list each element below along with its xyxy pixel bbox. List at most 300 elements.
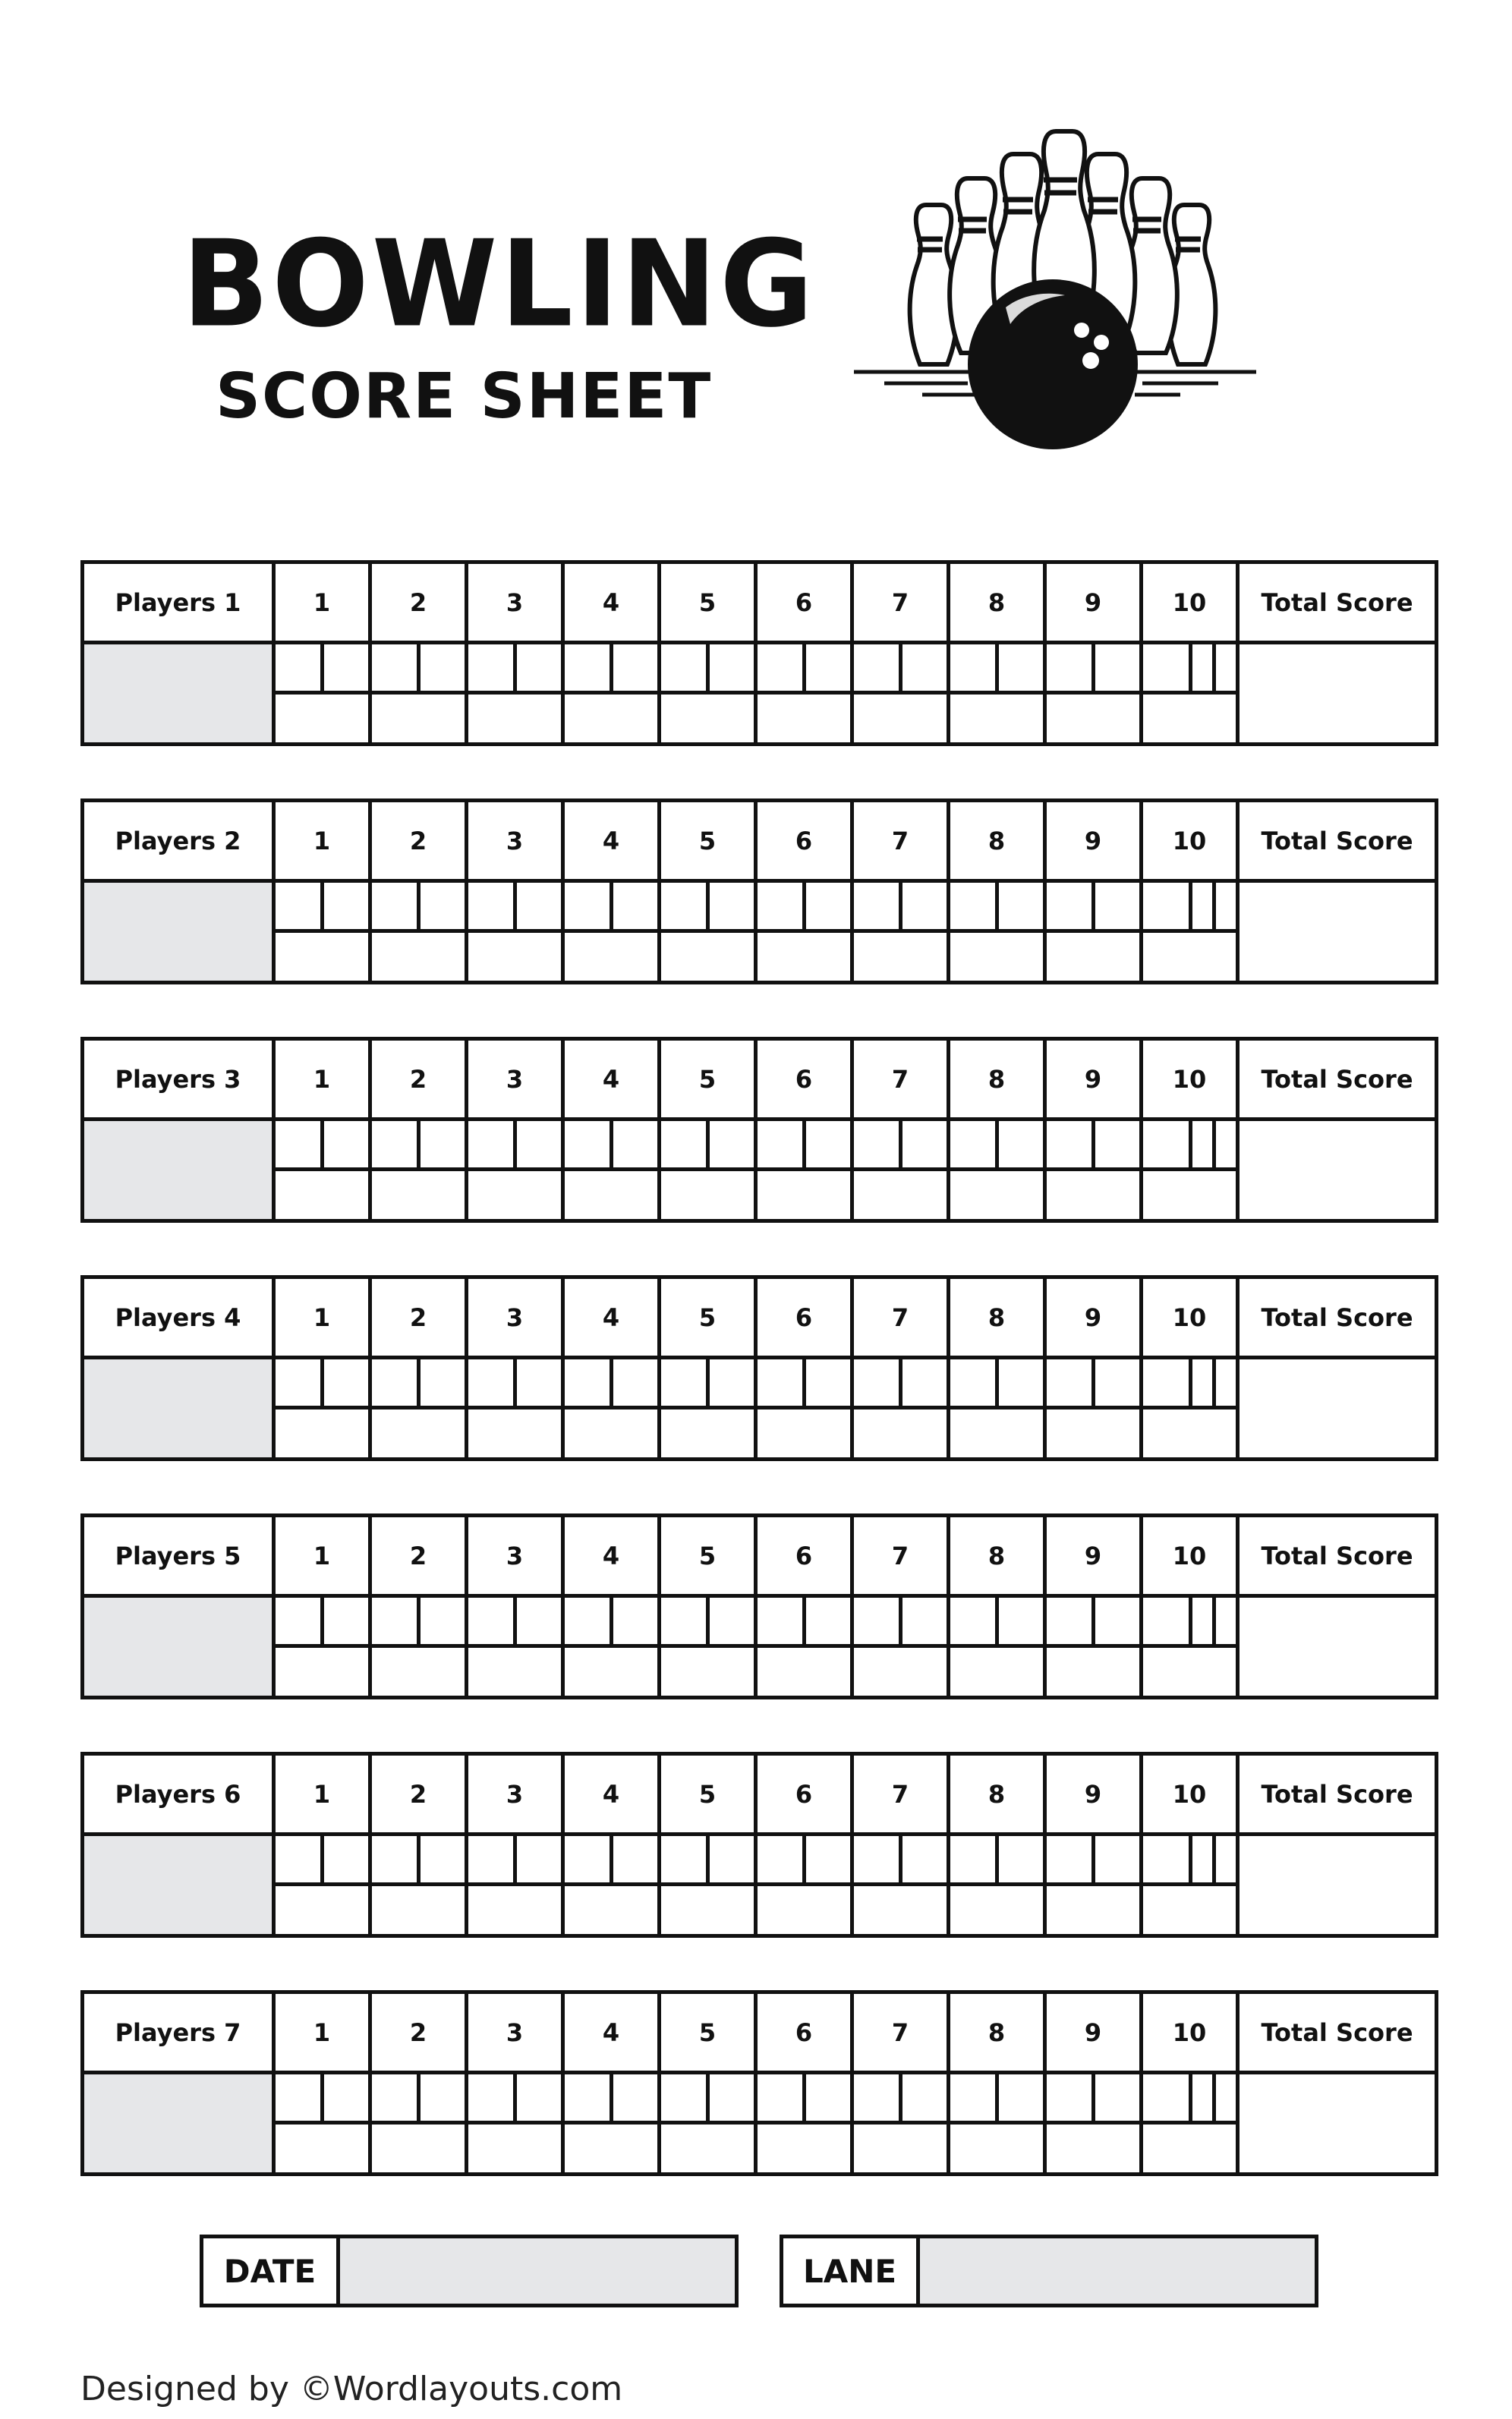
frame-number-3: 3 <box>467 801 563 881</box>
roll-box[interactable] <box>513 1359 562 1406</box>
frame-number-6: 6 <box>756 1277 852 1358</box>
roll-box[interactable] <box>513 883 562 929</box>
roll-box[interactable] <box>1047 1836 1091 1882</box>
frame-score-2[interactable] <box>370 931 467 983</box>
frame-score-7[interactable] <box>852 2123 949 2175</box>
lane-label: LANE <box>783 2238 920 2304</box>
roll-box[interactable] <box>1212 1121 1236 1167</box>
frame-score-3[interactable] <box>467 1170 563 1221</box>
roll-box[interactable] <box>468 883 513 929</box>
frame-score-4[interactable] <box>563 693 660 745</box>
total-score-header: Total Score <box>1238 1992 1437 2073</box>
total-score-header: Total Score <box>1238 562 1437 643</box>
roll-box[interactable] <box>661 883 706 929</box>
frame-score-6[interactable] <box>756 1408 852 1460</box>
roll-box[interactable] <box>320 1359 369 1406</box>
roll-box[interactable] <box>758 644 802 691</box>
lane-input[interactable] <box>920 2238 1315 2304</box>
player-label: Players 6 <box>83 1754 274 1835</box>
frame-number-2: 2 <box>370 1277 467 1358</box>
roll-box[interactable] <box>610 2074 658 2121</box>
frame-number-9: 9 <box>1045 562 1142 643</box>
roll-box[interactable] <box>995 644 1044 691</box>
roll-box[interactable] <box>320 1121 369 1167</box>
roll-box[interactable] <box>417 1836 465 1882</box>
frame-number-10: 10 <box>1142 1992 1238 2073</box>
frame-score-3[interactable] <box>467 2123 563 2175</box>
roll-box[interactable] <box>417 2074 465 2121</box>
frame-rolls-4 <box>563 1596 660 1646</box>
roll-box[interactable] <box>372 2074 417 2121</box>
roll-box[interactable] <box>565 2074 610 2121</box>
roll-box[interactable] <box>468 644 513 691</box>
frame-number-6: 6 <box>756 1516 852 1596</box>
frame-score-6[interactable] <box>756 1646 852 1698</box>
date-field[interactable] <box>200 2235 739 2307</box>
frame-score-3[interactable] <box>467 693 563 745</box>
frame-number-6: 6 <box>756 801 852 881</box>
frame-rolls-9 <box>1045 1596 1142 1646</box>
roll-box[interactable] <box>565 1121 610 1167</box>
roll-box[interactable] <box>372 1121 417 1167</box>
roll-box[interactable] <box>565 883 610 929</box>
frame-rolls-4 <box>563 1120 660 1170</box>
roll-box[interactable] <box>417 644 465 691</box>
frame-rolls-3 <box>467 643 563 693</box>
total-score-input[interactable] <box>1238 1596 1437 1698</box>
frame-score-9[interactable] <box>1045 693 1142 745</box>
roll-box[interactable] <box>661 1121 706 1167</box>
roll-box[interactable] <box>706 1598 754 1644</box>
roll-box[interactable] <box>320 2074 369 2121</box>
frame-score-8[interactable] <box>949 2123 1045 2175</box>
frame-rolls-8 <box>949 643 1045 693</box>
roll-box[interactable] <box>706 1121 754 1167</box>
roll-box[interactable] <box>950 1836 995 1882</box>
roll-box[interactable] <box>610 1121 658 1167</box>
roll-box[interactable] <box>899 1836 947 1882</box>
frame-rolls-3 <box>467 1358 563 1408</box>
frame-score-1[interactable] <box>274 693 370 745</box>
roll-box[interactable] <box>995 883 1044 929</box>
roll-box[interactable] <box>950 1598 995 1644</box>
frame-score-4[interactable] <box>563 1646 660 1698</box>
roll-box[interactable] <box>417 1121 465 1167</box>
frame-score-10[interactable] <box>1142 1170 1238 1221</box>
roll-box[interactable] <box>1143 1598 1189 1644</box>
frame-rolls-2 <box>370 881 467 931</box>
roll-box[interactable] <box>758 1359 802 1406</box>
frame-score-7[interactable] <box>852 693 949 745</box>
roll-box[interactable] <box>950 1359 995 1406</box>
player-name-input[interactable] <box>83 1835 274 1936</box>
frame-score-10[interactable] <box>1142 1646 1238 1698</box>
frame-number-1: 1 <box>274 1754 370 1835</box>
frame-score-1[interactable] <box>274 1646 370 1698</box>
frame-score-2[interactable] <box>370 1885 467 1936</box>
roll-box[interactable] <box>1143 1836 1189 1882</box>
frame-rolls-1 <box>274 1120 370 1170</box>
total-score-input[interactable] <box>1238 2073 1437 2175</box>
roll-box[interactable] <box>1143 2074 1189 2121</box>
frame-score-5[interactable] <box>660 1408 756 1460</box>
roll-box[interactable] <box>854 1836 899 1882</box>
frame-score-9[interactable] <box>1045 1646 1142 1698</box>
frame-score-10[interactable] <box>1142 931 1238 983</box>
roll-box[interactable] <box>854 883 899 929</box>
frame-number-2: 2 <box>370 1754 467 1835</box>
roll-box[interactable] <box>1047 1359 1091 1406</box>
frame-score-1[interactable] <box>274 931 370 983</box>
roll-box[interactable] <box>661 2074 706 2121</box>
roll-box[interactable] <box>372 883 417 929</box>
roll-box[interactable] <box>1091 1598 1140 1644</box>
roll-box[interactable] <box>899 1359 947 1406</box>
roll-box[interactable] <box>1047 2074 1091 2121</box>
total-score-header: Total Score <box>1238 1277 1437 1358</box>
roll-box[interactable] <box>1091 1836 1140 1882</box>
roll-box[interactable] <box>1091 883 1140 929</box>
frame-score-2[interactable] <box>370 1408 467 1460</box>
roll-box[interactable] <box>513 1121 562 1167</box>
frame-rolls-2 <box>370 2073 467 2123</box>
roll-box[interactable] <box>1189 1836 1212 1882</box>
roll-box[interactable] <box>758 1598 802 1644</box>
roll-box[interactable] <box>1143 644 1189 691</box>
roll-box[interactable] <box>320 883 369 929</box>
date-label: DATE <box>203 2238 340 2304</box>
frame-score-10[interactable] <box>1142 2123 1238 2175</box>
roll-box[interactable] <box>610 1359 658 1406</box>
roll-box[interactable] <box>372 1359 417 1406</box>
roll-box[interactable] <box>1189 1359 1212 1406</box>
player-name-input[interactable] <box>83 1120 274 1221</box>
player-score-table <box>80 560 1435 742</box>
frame-score-10[interactable] <box>1142 693 1238 745</box>
frame-score-2[interactable] <box>370 1646 467 1698</box>
roll-box[interactable] <box>565 1598 610 1644</box>
roll-box[interactable] <box>706 883 754 929</box>
frame-score-8[interactable] <box>949 1646 1045 1698</box>
roll-box[interactable] <box>802 1598 851 1644</box>
player-name-input[interactable] <box>83 1358 274 1460</box>
roll-box[interactable] <box>854 2074 899 2121</box>
frame-score-3[interactable] <box>467 931 563 983</box>
roll-box[interactable] <box>661 644 706 691</box>
player-score-table <box>80 798 1435 981</box>
frame-score-8[interactable] <box>949 1408 1045 1460</box>
roll-box[interactable] <box>802 2074 851 2121</box>
roll-box[interactable] <box>1143 1359 1189 1406</box>
roll-box[interactable] <box>513 1598 562 1644</box>
roll-box[interactable] <box>468 1836 513 1882</box>
roll-box[interactable] <box>417 1598 465 1644</box>
roll-box[interactable] <box>1047 1598 1091 1644</box>
roll-box[interactable] <box>1212 883 1236 929</box>
frame-number-6: 6 <box>756 562 852 643</box>
roll-box[interactable] <box>758 1121 802 1167</box>
frame-number-7: 7 <box>852 1277 949 1358</box>
roll-box[interactable] <box>854 1121 899 1167</box>
roll-box[interactable] <box>854 1598 899 1644</box>
roll-box[interactable] <box>1091 1121 1140 1167</box>
frame-score-5[interactable] <box>660 931 756 983</box>
frame-score-1[interactable] <box>274 1408 370 1460</box>
roll-box[interactable] <box>320 644 369 691</box>
roll-box[interactable] <box>950 883 995 929</box>
roll-box[interactable] <box>995 1598 1044 1644</box>
frame-score-9[interactable] <box>1045 1170 1142 1221</box>
frame-rolls-3 <box>467 1596 563 1646</box>
frame-number-8: 8 <box>949 1992 1045 2073</box>
player-name-input[interactable] <box>83 881 274 983</box>
frame-score-7[interactable] <box>852 1646 949 1698</box>
roll-box[interactable] <box>276 644 320 691</box>
roll-box[interactable] <box>758 1836 802 1882</box>
frame-number-1: 1 <box>274 1039 370 1120</box>
frame-score-1[interactable] <box>274 1885 370 1936</box>
roll-box[interactable] <box>320 1836 369 1882</box>
player-label: Players 3 <box>83 1039 274 1120</box>
roll-box[interactable] <box>468 1359 513 1406</box>
frame-score-7[interactable] <box>852 1885 949 1936</box>
frame-number-6: 6 <box>756 1039 852 1120</box>
roll-box[interactable] <box>1189 1121 1212 1167</box>
roll-box[interactable] <box>276 1598 320 1644</box>
frame-score-7[interactable] <box>852 1170 949 1221</box>
roll-box[interactable] <box>995 1836 1044 1882</box>
frame-score-7[interactable] <box>852 1408 949 1460</box>
roll-box[interactable] <box>899 1121 947 1167</box>
frame-score-6[interactable] <box>756 2123 852 2175</box>
roll-box[interactable] <box>1143 1121 1189 1167</box>
roll-box[interactable] <box>320 1598 369 1644</box>
roll-box[interactable] <box>276 1121 320 1167</box>
player-name-input[interactable] <box>83 643 274 745</box>
frame-rolls-8 <box>949 2073 1045 2123</box>
roll-box[interactable] <box>950 1121 995 1167</box>
frame-number-6: 6 <box>756 1992 852 2073</box>
frame-score-4[interactable] <box>563 931 660 983</box>
frame-rolls-6 <box>756 1835 852 1885</box>
frame-score-9[interactable] <box>1045 1885 1142 1936</box>
frame-rolls-5 <box>660 643 756 693</box>
frame-score-6[interactable] <box>756 693 852 745</box>
roll-box[interactable] <box>1212 1836 1236 1882</box>
roll-box[interactable] <box>1047 644 1091 691</box>
roll-box[interactable] <box>565 1359 610 1406</box>
frame-number-3: 3 <box>467 1277 563 1358</box>
roll-box[interactable] <box>661 1836 706 1882</box>
roll-box[interactable] <box>513 2074 562 2121</box>
roll-box[interactable] <box>950 644 995 691</box>
roll-box[interactable] <box>468 2074 513 2121</box>
total-score-header: Total Score <box>1238 1516 1437 1596</box>
roll-box[interactable] <box>1189 883 1212 929</box>
roll-box[interactable] <box>661 1359 706 1406</box>
roll-box[interactable] <box>758 2074 802 2121</box>
frame-score-3[interactable] <box>467 1646 563 1698</box>
frame-score-10[interactable] <box>1142 1408 1238 1460</box>
credit-text: Designed by ©Wordlayouts.com <box>80 2370 623 2408</box>
roll-box[interactable] <box>899 1598 947 1644</box>
frame-score-8[interactable] <box>949 1170 1045 1221</box>
roll-box[interactable] <box>802 1836 851 1882</box>
roll-box[interactable] <box>1091 2074 1140 2121</box>
frame-score-8[interactable] <box>949 1885 1045 1936</box>
roll-box[interactable] <box>513 644 562 691</box>
frame-number-4: 4 <box>563 1754 660 1835</box>
roll-box[interactable] <box>706 1836 754 1882</box>
frame-score-2[interactable] <box>370 2123 467 2175</box>
frame-number-2: 2 <box>370 1516 467 1596</box>
roll-box[interactable] <box>995 1121 1044 1167</box>
frame-rolls-2 <box>370 1596 467 1646</box>
roll-box[interactable] <box>802 1359 851 1406</box>
roll-box[interactable] <box>276 883 320 929</box>
roll-box[interactable] <box>417 883 465 929</box>
player-label: Players 5 <box>83 1516 274 1596</box>
roll-box[interactable] <box>610 1598 658 1644</box>
frame-score-3[interactable] <box>467 1885 563 1936</box>
roll-box[interactable] <box>513 1836 562 1882</box>
roll-box[interactable] <box>1047 1121 1091 1167</box>
roll-box[interactable] <box>995 1359 1044 1406</box>
frame-number-1: 1 <box>274 1516 370 1596</box>
frame-rolls-1 <box>274 1835 370 1885</box>
frame-rolls-7 <box>852 1596 949 1646</box>
roll-box[interactable] <box>899 2074 947 2121</box>
frame-number-5: 5 <box>660 562 756 643</box>
frame-score-1[interactable] <box>274 1170 370 1221</box>
frame-rolls-6 <box>756 1120 852 1170</box>
frame-rolls-6 <box>756 2073 852 2123</box>
date-input[interactable] <box>340 2238 735 2304</box>
roll-box[interactable] <box>565 1836 610 1882</box>
roll-box[interactable] <box>610 1836 658 1882</box>
roll-box[interactable] <box>995 2074 1044 2121</box>
roll-box[interactable] <box>1189 2074 1212 2121</box>
roll-box[interactable] <box>372 1598 417 1644</box>
roll-box[interactable] <box>610 644 658 691</box>
roll-box[interactable] <box>706 2074 754 2121</box>
lane-field[interactable] <box>780 2235 1318 2307</box>
frame-score-4[interactable] <box>563 1885 660 1936</box>
roll-box[interactable] <box>1212 1598 1236 1644</box>
frame-number-1: 1 <box>274 562 370 643</box>
frame-score-7[interactable] <box>852 931 949 983</box>
total-score-input[interactable] <box>1238 643 1437 745</box>
frame-score-6[interactable] <box>756 1885 852 1936</box>
roll-box[interactable] <box>802 1121 851 1167</box>
frame-rolls-1 <box>274 2073 370 2123</box>
frame-score-8[interactable] <box>949 931 1045 983</box>
roll-box[interactable] <box>610 883 658 929</box>
roll-box[interactable] <box>802 644 851 691</box>
frame-number-5: 5 <box>660 1516 756 1596</box>
frame-score-4[interactable] <box>563 1408 660 1460</box>
roll-box[interactable] <box>854 1359 899 1406</box>
roll-box[interactable] <box>706 644 754 691</box>
roll-box[interactable] <box>417 1359 465 1406</box>
frame-score-6[interactable] <box>756 1170 852 1221</box>
frame-score-5[interactable] <box>660 1170 756 1221</box>
total-score-input[interactable] <box>1238 881 1437 983</box>
frame-rolls-2 <box>370 1120 467 1170</box>
roll-box[interactable] <box>1143 883 1189 929</box>
frame-score-2[interactable] <box>370 1170 467 1221</box>
roll-box[interactable] <box>276 1359 320 1406</box>
total-score-input[interactable] <box>1238 1120 1437 1221</box>
frame-score-5[interactable] <box>660 1885 756 1936</box>
total-score-input[interactable] <box>1238 1835 1437 1936</box>
frame-number-8: 8 <box>949 1516 1045 1596</box>
roll-box[interactable] <box>372 644 417 691</box>
roll-box[interactable] <box>1189 644 1212 691</box>
frame-score-9[interactable] <box>1045 931 1142 983</box>
roll-box[interactable] <box>854 644 899 691</box>
frame-score-8[interactable] <box>949 693 1045 745</box>
roll-box[interactable] <box>899 883 947 929</box>
roll-box[interactable] <box>1047 883 1091 929</box>
roll-box[interactable] <box>468 1121 513 1167</box>
roll-box[interactable] <box>1189 1598 1212 1644</box>
roll-box[interactable] <box>276 2074 320 2121</box>
frame-rolls-9 <box>1045 1120 1142 1170</box>
frame-rolls-7 <box>852 881 949 931</box>
frame-score-6[interactable] <box>756 931 852 983</box>
roll-box[interactable] <box>706 1359 754 1406</box>
roll-box[interactable] <box>802 883 851 929</box>
page-subtitle: SCORE SHEET <box>216 361 713 433</box>
frame-score-4[interactable] <box>563 1170 660 1221</box>
frame-score-3[interactable] <box>467 1408 563 1460</box>
frame-score-9[interactable] <box>1045 2123 1142 2175</box>
frame-number-8: 8 <box>949 562 1045 643</box>
frame-number-2: 2 <box>370 562 467 643</box>
roll-box[interactable] <box>950 2074 995 2121</box>
roll-box[interactable] <box>1212 644 1236 691</box>
frame-number-2: 2 <box>370 1992 467 2073</box>
roll-box[interactable] <box>1212 2074 1236 2121</box>
roll-box[interactable] <box>1091 1359 1140 1406</box>
roll-box[interactable] <box>372 1836 417 1882</box>
frame-score-5[interactable] <box>660 693 756 745</box>
roll-box[interactable] <box>276 1836 320 1882</box>
frame-score-10[interactable] <box>1142 1885 1238 1936</box>
roll-box[interactable] <box>758 883 802 929</box>
frame-score-4[interactable] <box>563 2123 660 2175</box>
total-score-header: Total Score <box>1238 1754 1437 1835</box>
roll-box[interactable] <box>661 1598 706 1644</box>
frame-number-5: 5 <box>660 1277 756 1358</box>
frame-score-5[interactable] <box>660 1646 756 1698</box>
roll-box[interactable] <box>468 1598 513 1644</box>
frame-score-1[interactable] <box>274 2123 370 2175</box>
frame-score-5[interactable] <box>660 2123 756 2175</box>
frame-number-10: 10 <box>1142 1754 1238 1835</box>
roll-box[interactable] <box>899 644 947 691</box>
total-score-input[interactable] <box>1238 1358 1437 1460</box>
frame-score-9[interactable] <box>1045 1408 1142 1460</box>
roll-box[interactable] <box>565 644 610 691</box>
roll-box[interactable] <box>1091 644 1140 691</box>
player-name-input[interactable] <box>83 2073 274 2175</box>
roll-box[interactable] <box>1212 1359 1236 1406</box>
frame-score-2[interactable] <box>370 693 467 745</box>
player-name-input[interactable] <box>83 1596 274 1698</box>
page-title: BOWLING <box>182 215 817 354</box>
